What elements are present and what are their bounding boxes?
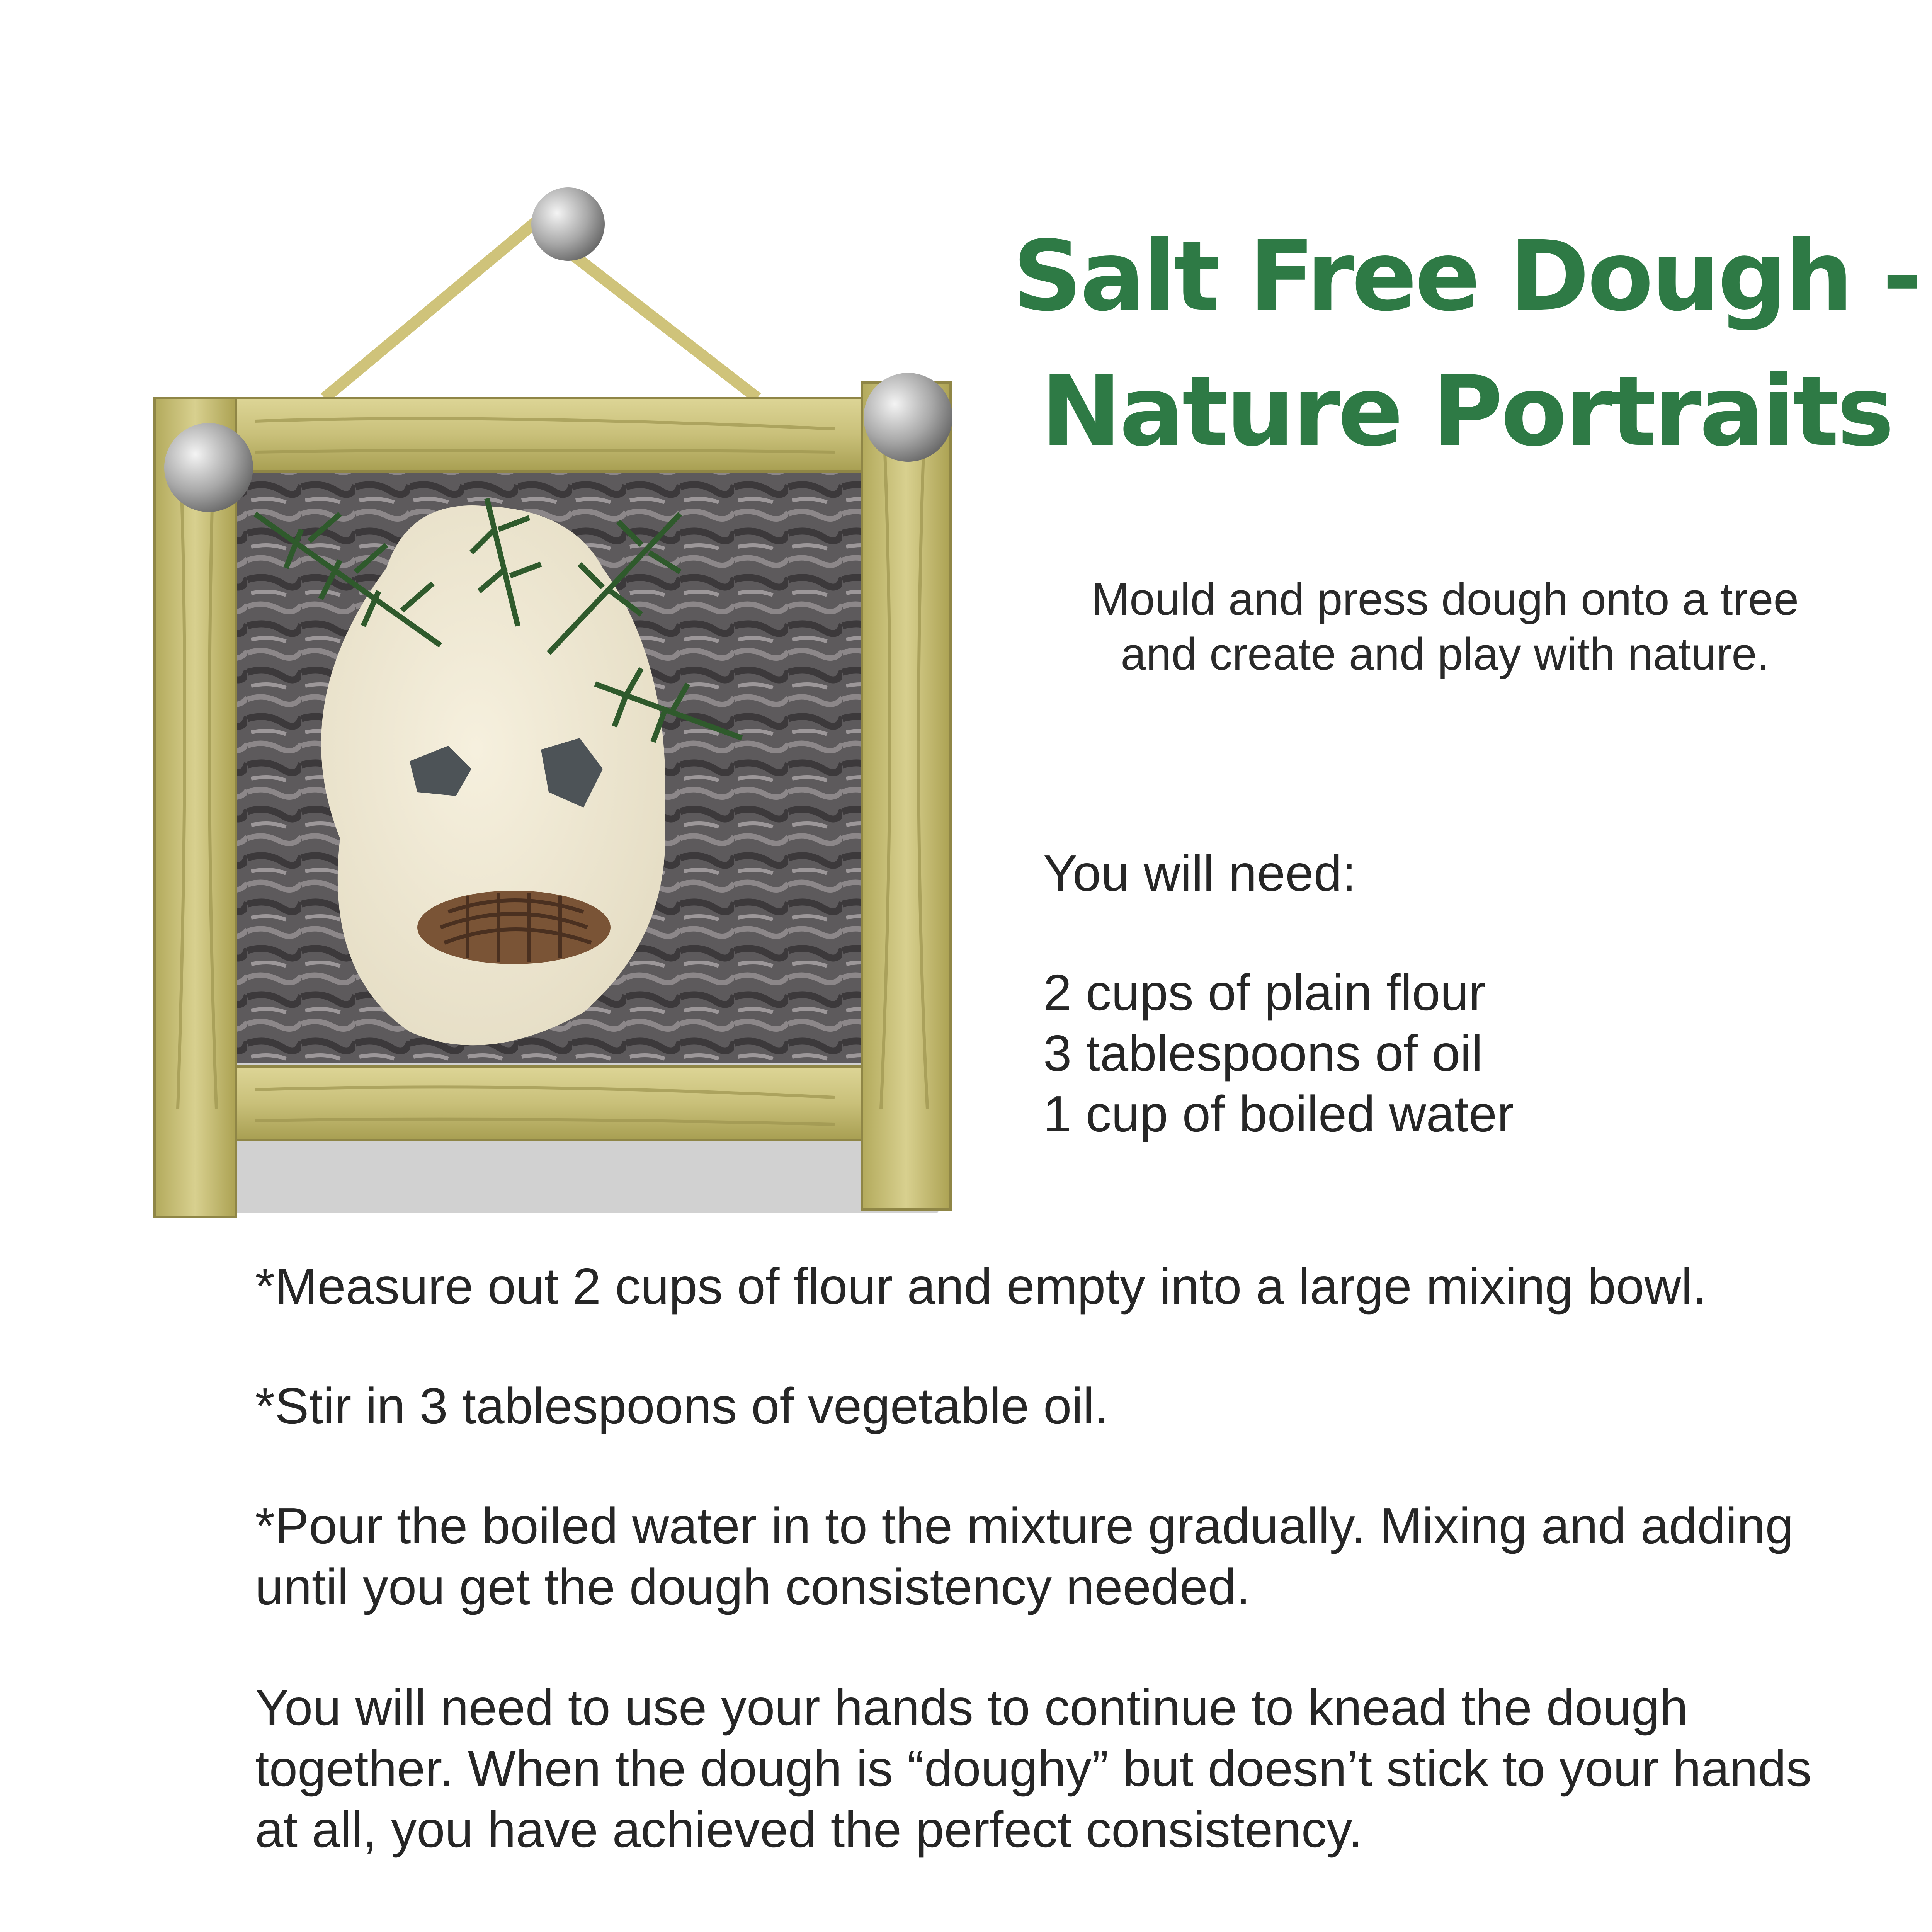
framed-dough-face-photo: [139, 182, 981, 1225]
step-3: [255, 1495, 1932, 1617]
ingredient-item: 1 cup of boiled water: [1043, 1085, 1514, 1142]
ingredient-list: [1043, 962, 1514, 1144]
title-line-1: Salt Free Dough -: [1012, 220, 1920, 332]
title-line-2: Nature Portraits: [1041, 355, 1892, 468]
intro-line-2: and create and play with nature.: [1121, 629, 1770, 680]
step-1-text: *Measure out 2 cups of flour and empty into a large mixing bowl.: [255, 1258, 1707, 1315]
step-4-line-3: at all, you have achieved the perfect consistency.: [255, 1801, 1363, 1858]
step-4: [255, 1677, 1932, 1860]
step-3-line-1: *Pour the boiled water in to the mixture gradually. Mixing and adding: [255, 1497, 1794, 1554]
step-2: [255, 1376, 1932, 1437]
step-4-line-2: together. When the dough is “doughy” but doesn’t stick to your hands: [255, 1740, 1812, 1797]
step-3-line-2: until you get the dough consistency needed.: [255, 1558, 1250, 1615]
intro-line-1: Mould and press dough onto a tree: [1091, 574, 1799, 625]
intro-text: [1005, 572, 1886, 682]
step-2-text: *Stir in 3 tablespoons of vegetable oil.: [255, 1378, 1109, 1434]
ingredient-item: 2 cups of plain flour: [1043, 964, 1486, 1021]
step-4-line-1: You will need to use your hands to continue to knead the dough: [255, 1679, 1688, 1736]
step-1: [255, 1256, 1932, 1317]
ingredient-item: 3 tablespoons of oil: [1043, 1025, 1483, 1082]
page-title: [989, 209, 1932, 479]
needs-heading: You will need:: [1043, 845, 1356, 901]
